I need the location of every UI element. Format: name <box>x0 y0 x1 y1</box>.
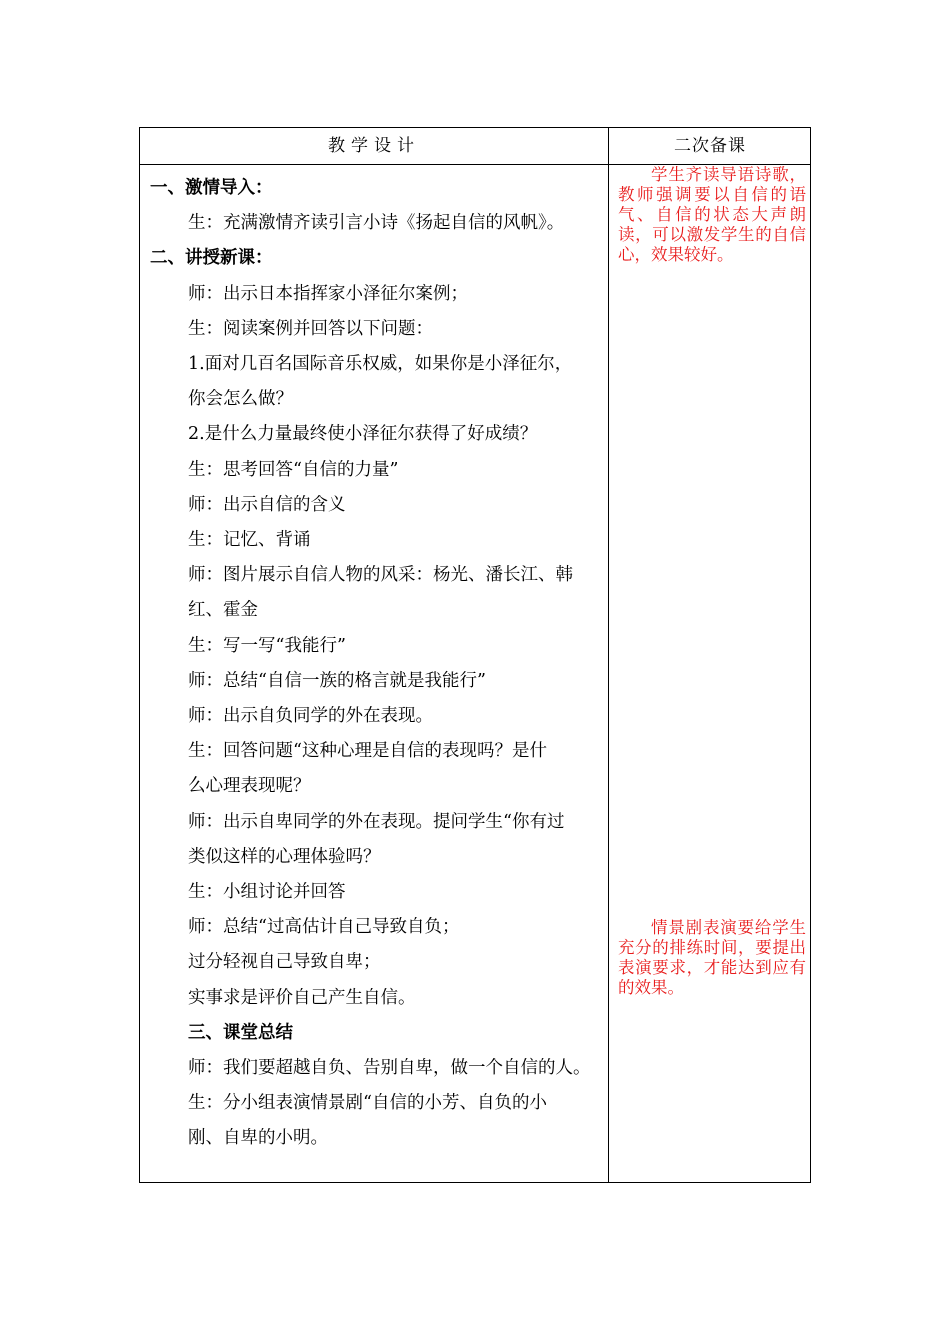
content-line: 生：记忆、背诵 <box>188 530 311 551</box>
revision-note-drama: 情景剧表演要给学生充分的排练时间，要提出表演要求，才能达到应有的效果。 <box>618 918 806 997</box>
content-line: 么心理表现呢？ <box>188 776 311 797</box>
header-teaching-design: 教学设计 <box>328 136 420 156</box>
content-line: 实事求是评价自己产生自信。 <box>188 987 416 1008</box>
content-line: 生：思考回答“自信的力量” <box>188 459 399 480</box>
content-line: 师：图片展示自信人物的风采：杨光、潘长江、韩 <box>188 565 573 586</box>
content-line: 生：回答问题“这种心理是自信的表现吗？是什 <box>188 741 547 762</box>
content-line: 生：充满激情齐读引言小诗《扬起自信的风帆》。 <box>188 213 565 234</box>
column-divider <box>608 128 609 1182</box>
content-line: 类似这样的心理体验吗？ <box>188 846 381 867</box>
header-second-preparation: 二次备课 <box>674 136 746 156</box>
content-line: 生：阅读案例并回答以下问题： <box>188 318 433 339</box>
content-line: 师：出示日本指挥家小泽征尔案例； <box>188 283 468 304</box>
content-line: 生：分小组表演情景剧“自信的小芳、自负的小 <box>188 1093 547 1114</box>
lesson-plan-table <box>139 127 811 1183</box>
content-line: 红、霍金 <box>188 600 258 621</box>
section-heading: 一、激情导入： <box>150 178 273 198</box>
content-line: 师：出示自负同学的外在表现。 <box>188 706 433 727</box>
content-line: 师：出示自信的含义 <box>188 494 346 515</box>
section-heading: 二、讲授新课： <box>150 248 273 269</box>
content-line: 刚、自卑的小明。 <box>188 1128 328 1149</box>
content-line: 1.面对几百名国际音乐权威，如果你是小泽征尔， <box>188 354 573 375</box>
content-line: 你会怎么做？ <box>188 389 293 410</box>
section-heading: 三、课堂总结 <box>188 1022 293 1043</box>
teaching-design-content <box>150 171 602 1157</box>
revision-note-reading: 学生齐读导语诗歌，教师强调要以自信的语气、自信的状态大声朗读，可以激发学生的自信心，效果较好。 <box>618 165 806 264</box>
content-line: 2.是什么力量最终使小泽征尔获得了好成绩？ <box>188 424 538 445</box>
content-line: 师：我们要超越自负、告别自卑，做一个自信的人。 <box>188 1058 591 1079</box>
content-line: 生：写一写“我能行” <box>188 635 346 656</box>
content-line: 过分轻视自己导致自卑； <box>188 952 381 973</box>
content-line: 生：小组讨论并回答 <box>188 882 346 903</box>
content-line: 师：出示自卑同学的外在表现。提问学生“你有过 <box>188 811 565 832</box>
content-line: 师：总结“自信一族的格言就是我能行” <box>188 670 486 691</box>
content-line: 师：总结“过高估计自己导致自负； <box>188 917 460 938</box>
